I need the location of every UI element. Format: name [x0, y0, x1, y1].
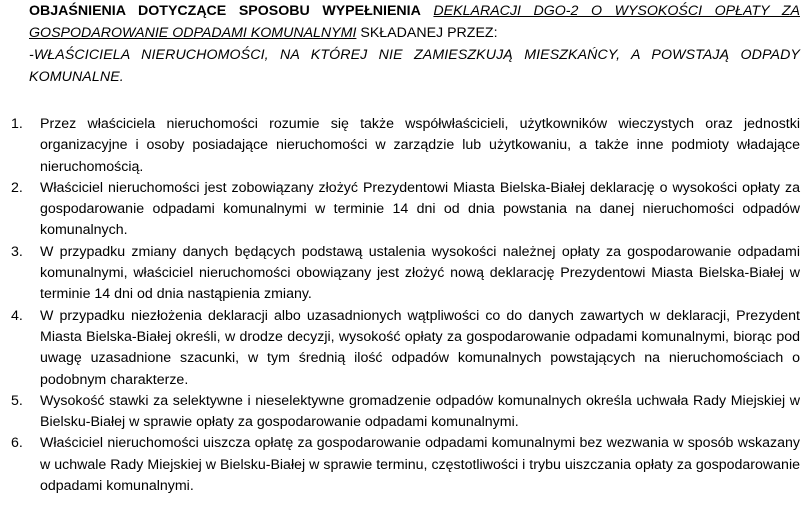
- document-header: [29, 0, 800, 88]
- list-item-text: Właściciel nieruchomości uiszcza opłatę za gospodarowanie odpadami komunalnymi bez wezwania w sposób wskazany w uchwale Rady Miejskiej w Bielsku-Białej w sprawie terminu, częstotliwości i trybu uiszczania opłaty za gospodarowanie odpadami komunalnymi.: [40, 435, 800, 495]
- header-subtitle: -WŁAŚCICIELA NIERUCHOMOŚCI, NA KTÓREJ NIE ZAMIESZKUJĄ MIESZKAŃCY, A POWSTAJĄ ODPADY KOMUNALNE.: [29, 47, 800, 85]
- list-item: [11, 114, 800, 178]
- list-item: [11, 391, 800, 434]
- list-item-number: 5.: [11, 392, 23, 409]
- list-item-text: Wysokość stawki za selektywne i nieselektywne gromadzenie odpadów komunalnych określa uchwała Rady Miejskiej w Bielsku-Białej w sprawie opłaty za gospodarowanie odpadami komunalnymi.: [40, 392, 800, 431]
- header-title: OBJAŚNIENIA DOTYCZĄCE SPOSOBU WYPEŁNIENIA: [29, 3, 421, 19]
- instructions-list: [11, 114, 800, 497]
- list-item-number: 2.: [11, 179, 23, 196]
- header-title-tail: SKŁADANEJ PRZEZ:: [360, 25, 498, 41]
- header-declaration-name: DEKLARACJI DGO-2 O WYSOKOŚCI OPŁATY ZA GOSPODAROWANIE ODPADAMI KOMUNALNYMI: [29, 3, 800, 41]
- list-item-text: W przypadku niezłożenia deklaracji albo uzasadnionych wątpliwości co do danych zawartych w deklaracji, Prezydent Miasta Bielska-Białej określi, w drodze decyzji, wysokość opłaty za gospodarowanie odpadami komunalnymi, biorąc pod uwagę uzasadnione szacunki, w tym średnią ilość odpadów komunalnych powstających na nieruchomościach o podobnym charakterze.: [40, 307, 800, 388]
- list-item: [11, 242, 800, 306]
- list-item-text: Przez właściciela nieruchomości rozumie się także współwłaścicieli, użytkowników wieczystych oraz jednostki organizacyjne i osoby posiadające nieruchomości w zarządzie lub użytkowaniu, a także inne podmioty władające nieruchomością.: [40, 116, 800, 175]
- list-item-number: 1.: [11, 116, 23, 132]
- list-item: [11, 178, 800, 242]
- document-page: [11, 0, 800, 495]
- list-item-number: 4.: [11, 307, 23, 324]
- list-item: [11, 306, 800, 391]
- list-item-number: 3.: [11, 243, 23, 260]
- list-item-text: Właściciel nieruchomości jest zobowiązany złożyć Prezydentowi Miasta Bielska-Białej deklarację o wysokości opłaty za gospodarowanie odpadami komunalnymi w terminie 14 dni od dnia powstania na danej nieruchomości odpadów komunalnych.: [40, 179, 800, 239]
- list-item-number: 6.: [11, 435, 23, 452]
- list-item-text: W przypadku zmiany danych będących podstawą ustalenia wysokości należnej opłaty za gospodarowanie odpadami komunalnymi, właściciel nieruchomości obowiązany jest złożyć nową deklarację Prezydentowi Miasta Bielska-Białej w terminie 14 dni od dnia nastąpienia zmiany.: [40, 243, 800, 303]
- list-item: [11, 433, 800, 497]
